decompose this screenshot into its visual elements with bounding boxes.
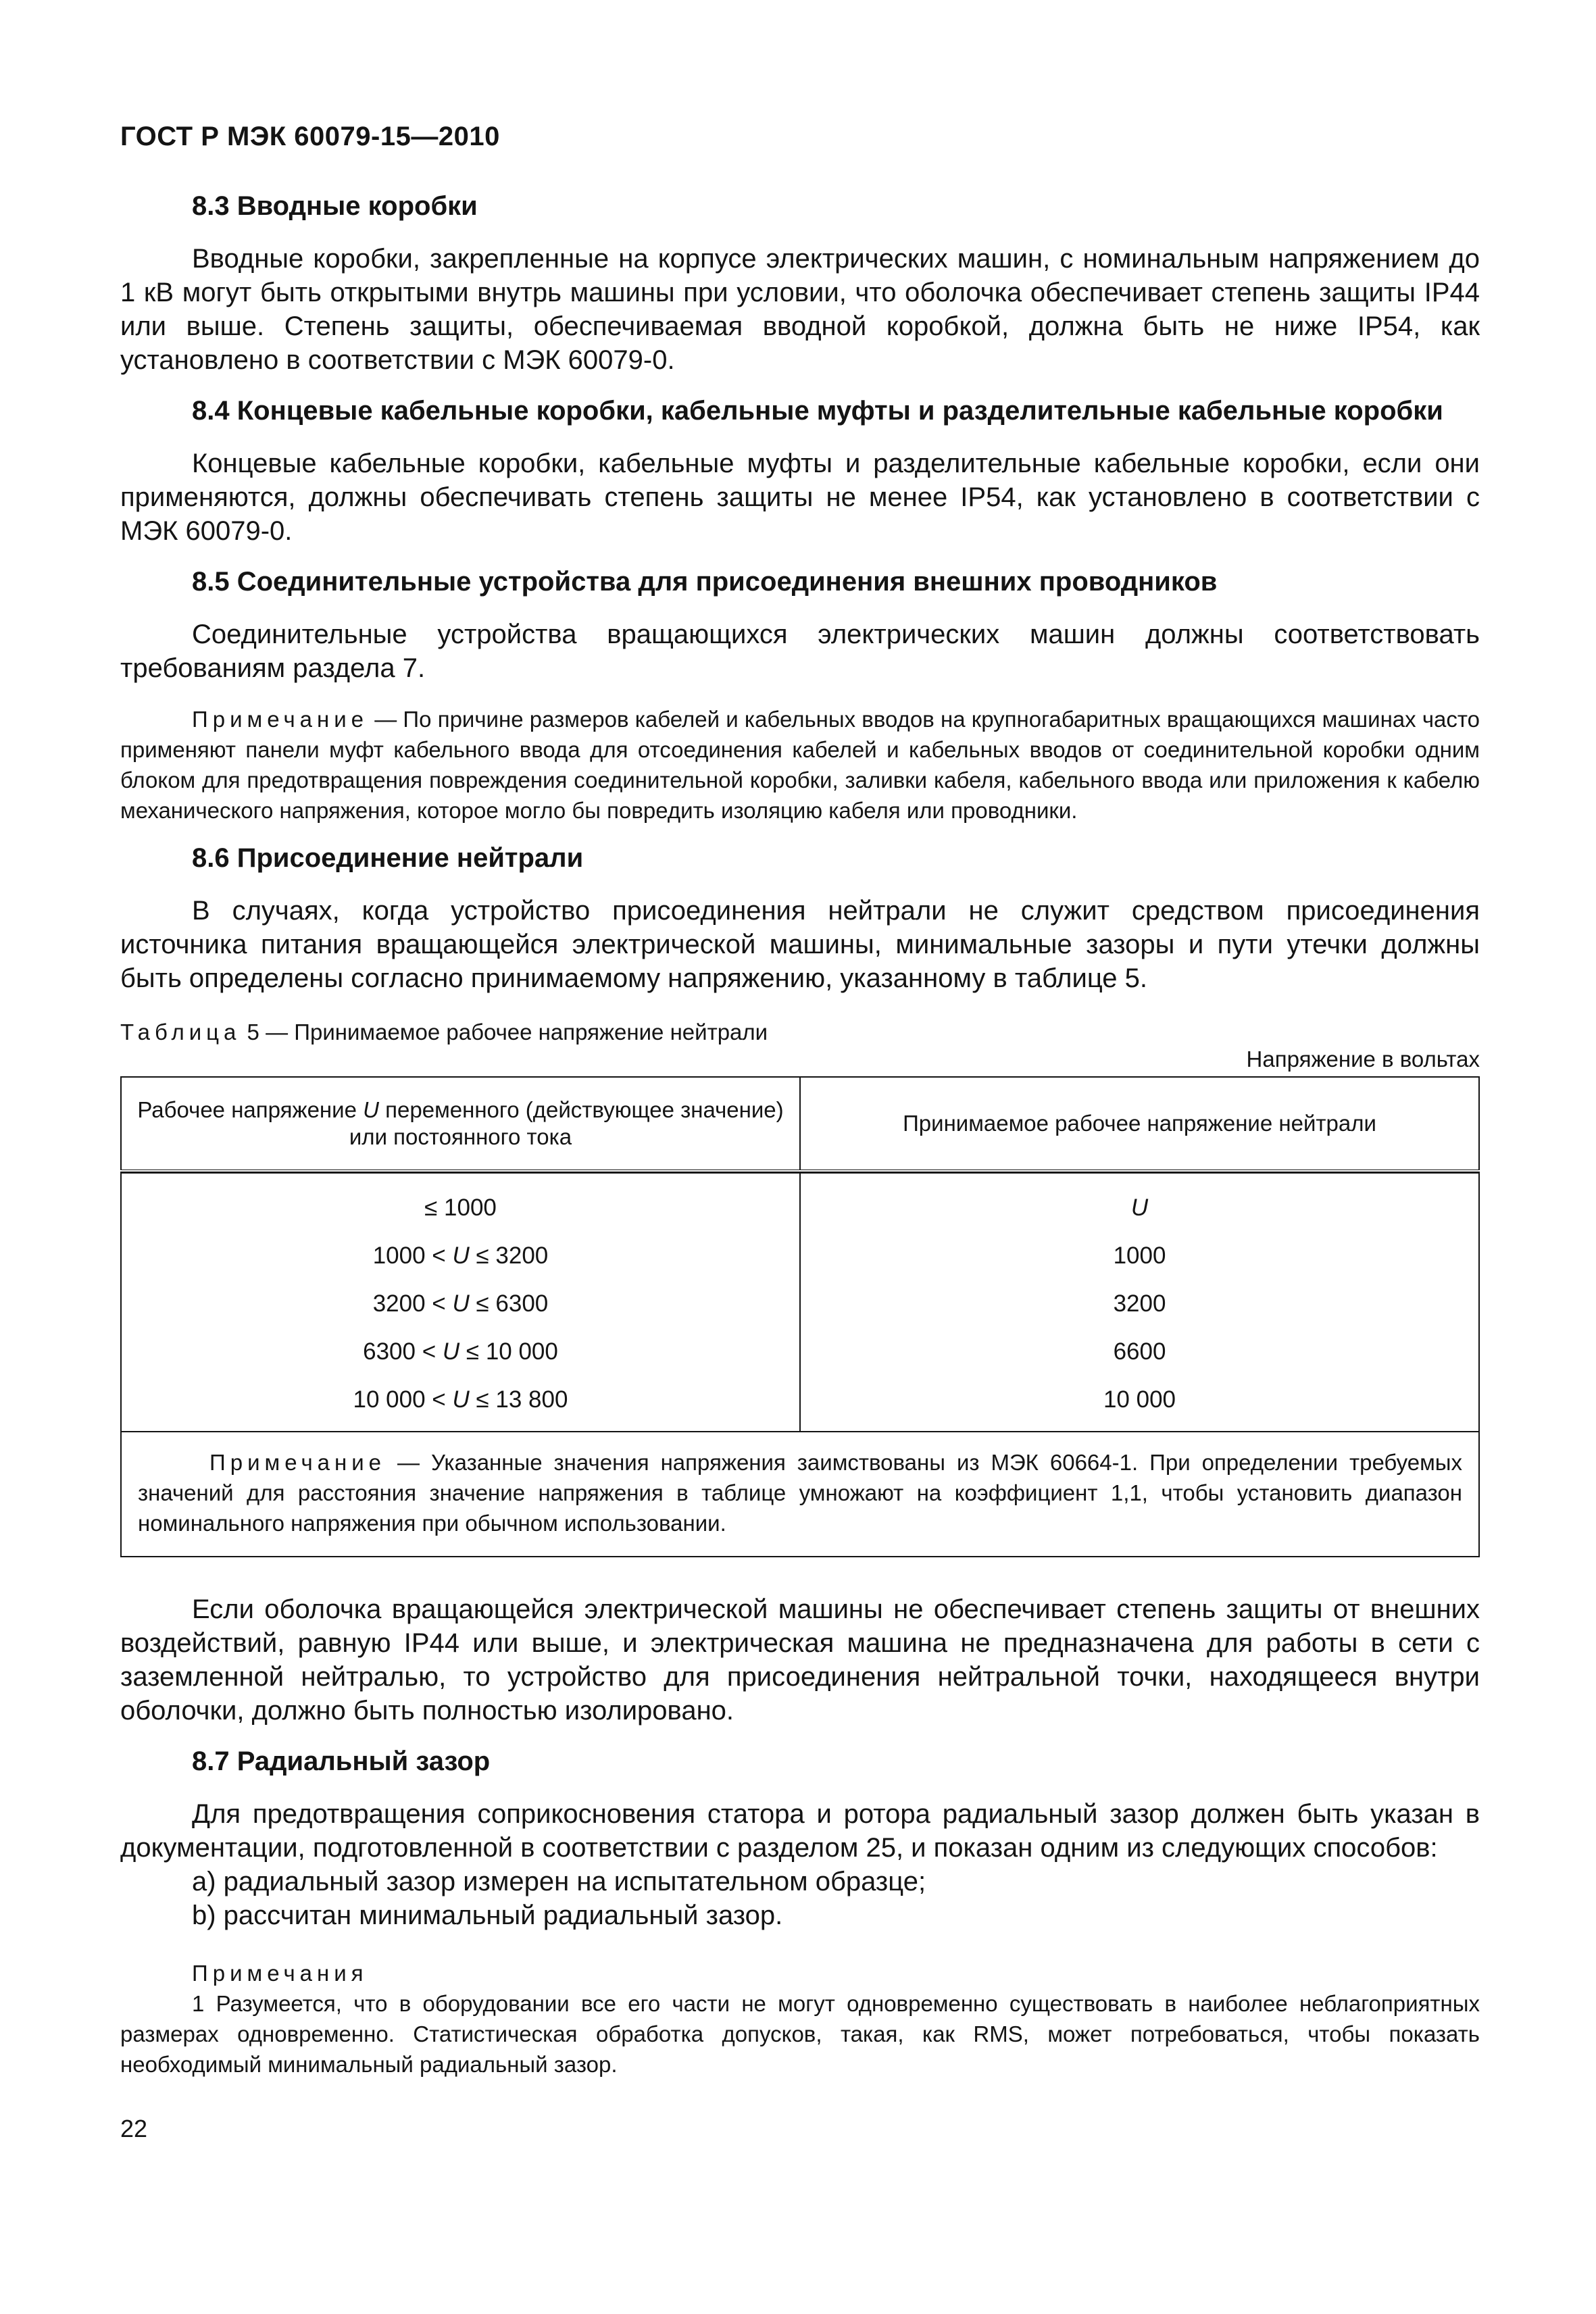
col1-variable: U — [363, 1097, 379, 1122]
table-row — [121, 1280, 1479, 1328]
table-cell-neutral: 6600 — [800, 1328, 1479, 1376]
section-8-5-paragraph: Соединительные устройства вращающихся электрических машин должны соответствовать требованиям раздела 7. — [120, 620, 1480, 683]
notes-title: Примечания — [192, 1961, 368, 1986]
table-row — [121, 1173, 1479, 1232]
list-item-b: b) рассчитан минимальный радиальный зазор. — [192, 1901, 783, 1930]
section-8-6-title: 8.6 Присоединение нейтрали — [192, 843, 584, 873]
table-caption-text: 5 — Принимаемое рабочее напряжение нейтрали — [241, 1020, 768, 1045]
note-text: — По причине размеров кабелей и кабельных вводов на крупногабаритных вращающихся машинах часто применяют панели муфт кабельного ввода для отсоединения кабелей и кабельных вводов от соединительной коробки одним блоком для предотвращения повреждения соединительной коробки, заливки кабеля, кабельного ввода или приложения к кабелю механического напряжения, которое могло бы повредить изоляцию кабеля или проводники. — [120, 707, 1480, 823]
section-8-4-paragraph: Концевые кабельные коробки, кабельные муфты и разделительные кабельные коробки, если они применяются, должны обеспечивать степень защиты не менее IP54, как установлено в соответствии с МЭК 60079-0. — [120, 449, 1480, 546]
section-8-3-paragraph: Вводные коробки, закрепленные на корпусе электрических машин, с номинальным напряжением до 1 кВ могут быть открытыми внутрь машины при условии, что оболочка обеспечивает степень защиты IP44 или выше. Степень защиты, обеспечиваемая вводной коробкой, должна быть не ниже IP54, как установлено в соответствии с МЭК 60079-0. — [120, 244, 1480, 375]
table-row — [121, 1328, 1479, 1376]
table-row — [121, 1376, 1479, 1432]
table-header-row — [121, 1077, 1479, 1171]
col1-text-a: Рабочее напряжение — [137, 1097, 364, 1122]
section-8-3-title: 8.3 Вводные коробки — [192, 191, 478, 221]
col1-text-b: переменного (действующее значение) или постоянного тока — [349, 1097, 784, 1149]
table-5-units: Напряжение в вольтах — [1246, 1047, 1480, 1072]
table-note — [121, 1432, 1479, 1557]
table-note-text: — Указанные значения напряжения заимствованы из МЭК 60664-1. При определении требуемых значений для расстояния значение напряжения в таблице умножают на коэффициент 1,1, чтобы установить диапазон номинального напряжения при обычном использовании. — [138, 1450, 1462, 1536]
section-8-7-title: 8.7 Радиальный зазор — [192, 1746, 491, 1776]
section-8-6-paragraph: В случаях, когда устройство присоединения нейтрали не служит средством присоединения источника питания вращающейся электрической машины, минимальные зазоры и пути утечки должны быть определены согласно принимаемому напряжению, указанному в таблице 5. — [120, 896, 1480, 993]
table-row — [121, 1232, 1479, 1280]
table-cell-voltage: ≤ 1000 — [121, 1173, 800, 1232]
table-5 — [120, 1076, 1480, 1557]
table-header-col2: Принимаемое рабочее напряжение нейтрали — [800, 1077, 1479, 1171]
table-cell-voltage: 10 000 < U ≤ 13 800 — [121, 1376, 800, 1432]
table-cell-voltage: 6300 < U ≤ 10 000 — [121, 1328, 800, 1376]
note-label: Примечание — [192, 707, 369, 732]
table-cell-neutral: U — [800, 1173, 1479, 1232]
section-8-4-title: 8.4 Концевые кабельные коробки, кабельные муфты и разделительные кабельные коробки — [192, 396, 1443, 426]
section-8-5-note — [120, 704, 1480, 826]
document-header: ГОСТ Р МЭК 60079-15—2010 — [120, 122, 500, 151]
table-note-row — [121, 1432, 1479, 1557]
note-1: 1 Разумеется, что в оборудовании все его части не могут одновременно существовать в наиболее неблагоприятных размерах одновременно. Статистическая обработка допусков, такая, как RMS, может потребоваться, чтобы показать необходимый минимальный радиальный зазор. — [120, 1991, 1480, 2077]
table-header-col1 — [121, 1077, 800, 1171]
table-cell-neutral: 1000 — [800, 1232, 1479, 1280]
table-cell-voltage: 3200 < U ≤ 6300 — [121, 1280, 800, 1328]
section-8-6-paragraph-2: Если оболочка вращающейся электрической машины не обеспечивает степень защиты от внешних воздействий, равную IP44 или выше, и электрическая машина не предназначена для работы в сети с заземленной нейтралью, то устройство для присоединения нейтральной точки, находящееся внутри оболочки, должно быть полностью изолировано. — [120, 1594, 1480, 1726]
table-cell-voltage: 1000 < U ≤ 3200 — [121, 1232, 800, 1280]
table-cell-neutral: 10 000 — [800, 1376, 1479, 1432]
table-5-caption — [120, 1020, 1480, 1045]
table-note-label: Примечание — [209, 1450, 386, 1475]
section-8-7-paragraph: Для предотвращения соприкосновения статора и ротора радиальный зазор должен быть указан в документации, подготовленной в соответствии с разделом 25, и показан одним из следующих способов: — [120, 1799, 1480, 1863]
list-item-a: a) радиальный зазор измерен на испытательном образце; — [192, 1867, 926, 1896]
page-number: 22 — [120, 2115, 148, 2142]
table-cell-neutral: 3200 — [800, 1280, 1479, 1328]
table-caption-label: Таблица — [120, 1020, 241, 1045]
section-8-5-title: 8.5 Соединительные устройства для присоединения внешних проводников — [192, 567, 1218, 597]
